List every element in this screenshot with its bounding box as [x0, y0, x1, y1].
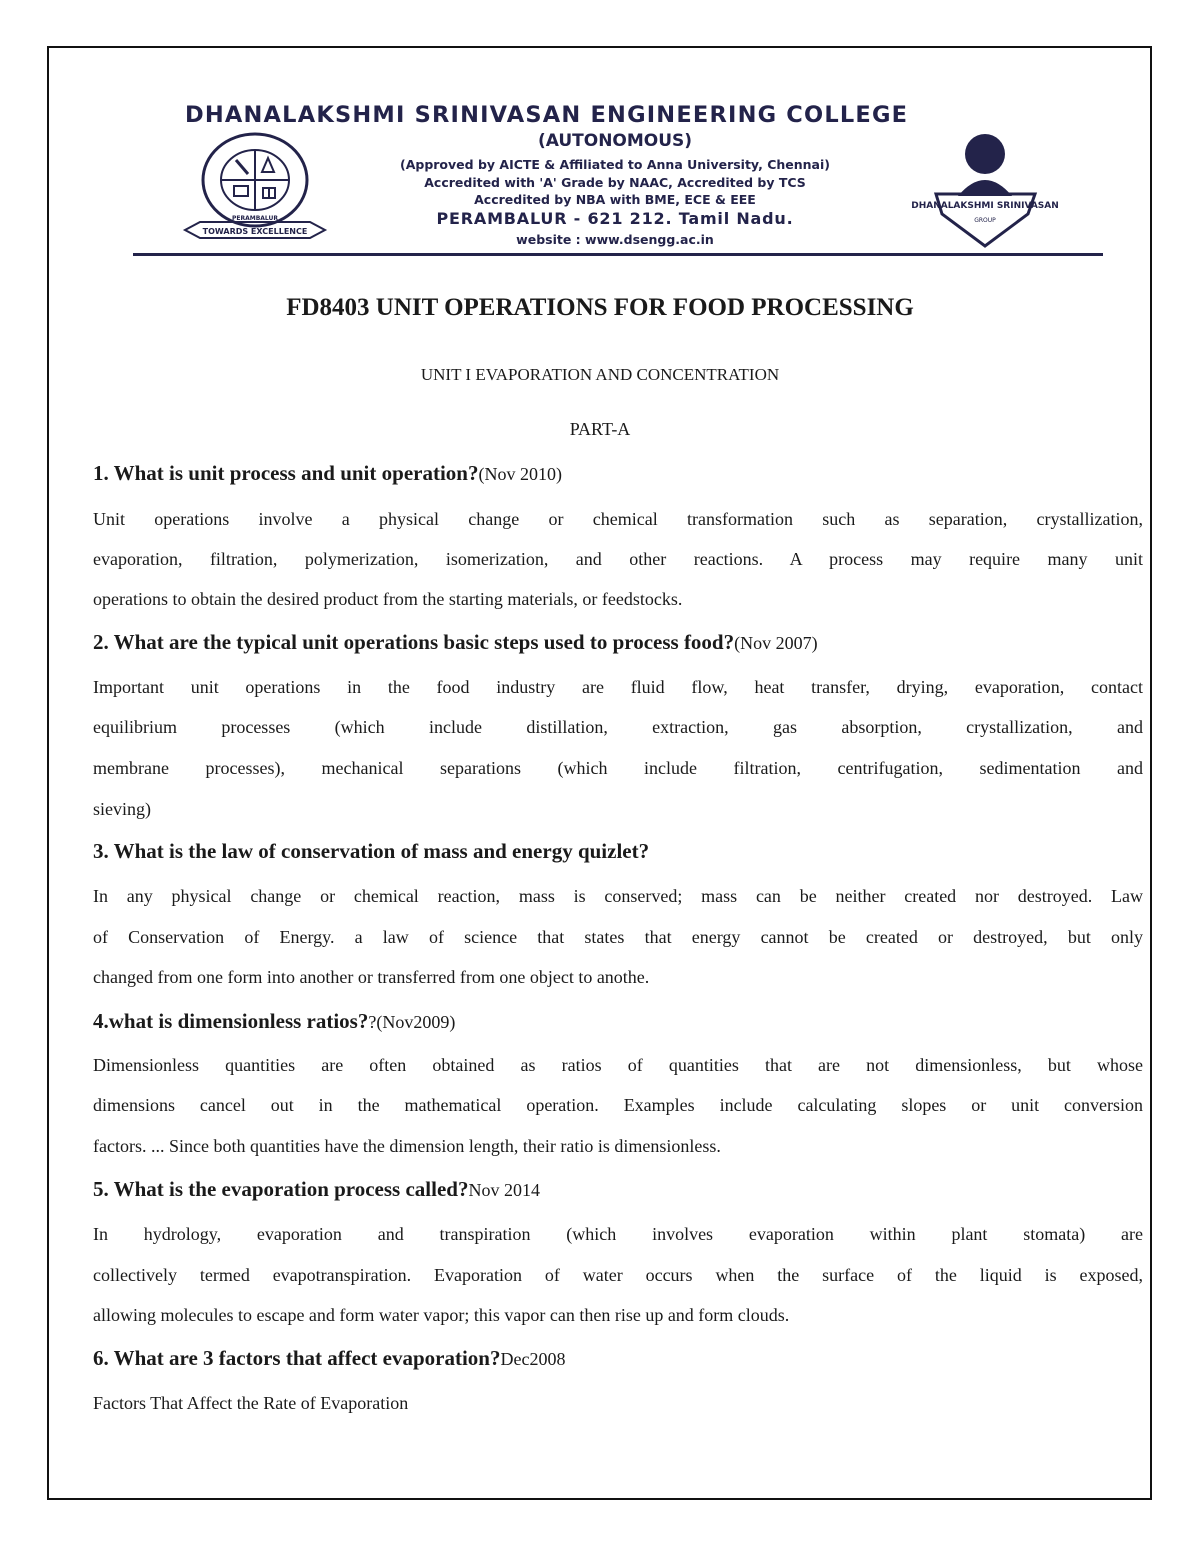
header-divider — [133, 253, 1103, 256]
answer-line: evaporation, filtration, polymerization, isomerization, and other reactions. A process may require many unit — [93, 549, 1143, 569]
document-title: FD8403 UNIT OPERATIONS FOR FOOD PROCESSING — [286, 294, 914, 321]
question-text: 6. What are 3 factors that affect evaporation? — [93, 1346, 501, 1370]
answer-line: Dimensionless quantities are often obtained as ratios of quantities that are not dimensionless, but whose — [93, 1055, 1143, 1075]
question-date: ?(Nov2009) — [368, 1012, 456, 1032]
autonomous-label: (AUTONOMOUS) — [537, 131, 693, 151]
answer-line: allowing molecules to escape and form water vapor; this vapor can then rise up and form clouds. — [93, 1305, 790, 1325]
answer-line: operations to obtain the desired product from the starting materials, or feedstocks. — [93, 589, 683, 609]
college-seal-icon — [180, 130, 330, 250]
unit-heading: UNIT I EVAPORATION AND CONCENTRATION — [420, 365, 780, 384]
college-name: DHANALAKSHMI SRINIVASAN ENGINEERING COLLEGE — [185, 102, 909, 128]
answer-line: collectively termed evapotranspiration. Evaporation of water occurs when the surface of the liquid is exposed, — [93, 1265, 1143, 1285]
svg-text:DHANALAKSHMI SRINIVASAN: DHANALAKSHMI SRINIVASAN — [911, 201, 1059, 211]
college-header — [133, 96, 1103, 256]
question-text: 1. What is unit process and unit operation? — [93, 461, 479, 485]
question-heading — [93, 1009, 455, 1034]
answer-line: Important unit operations in the food industry are fluid flow, heat transfer, drying, evaporation, contact — [93, 677, 1143, 697]
answer-line: factors. ... Since both quantities have the dimension length, their ratio is dimensionless. — [93, 1136, 721, 1156]
svg-text:TOWARDS EXCELLENCE: TOWARDS EXCELLENCE — [202, 227, 308, 236]
answer-line: In any physical change or chemical reaction, mass is conserved; mass can be neither created nor destroyed. Law — [93, 886, 1143, 906]
answer-line: of Conservation of Energy. a law of science that states that energy cannot be created or destroyed, but only — [93, 927, 1143, 947]
question-heading — [93, 1346, 565, 1371]
part-heading: PART-A — [569, 419, 631, 439]
question-text: 5. What is the evaporation process called? — [93, 1177, 469, 1201]
answer-line: membrane processes), mechanical separations (which include filtration, centrifugation, sedimentation and — [93, 758, 1143, 778]
answer-line: equilibrium processes (which include distillation, extraction, gas absorption, crystallization, and — [93, 717, 1143, 737]
question-date: (Nov 2007) — [734, 633, 818, 653]
college-website: website : www.dsengg.ac.in — [516, 232, 714, 247]
answer-line: sieving) — [93, 799, 151, 819]
question-date: Dec2008 — [500, 1349, 566, 1369]
accreditation-line-1: Accredited with 'A' Grade by NAAC, Accredited by TCS — [424, 175, 806, 190]
question-text: 2. What are the typical unit operations basic steps used to process food? — [93, 630, 735, 654]
approval-line: (Approved by AICTE & Affiliated to Anna University, Chennai) — [399, 157, 830, 172]
college-address: PERAMBALUR - 621 212. Tamil Nadu. — [436, 209, 794, 228]
svg-text:PERAMBALUR: PERAMBALUR — [231, 215, 279, 222]
question-date: Nov 2014 — [468, 1180, 540, 1200]
question-heading — [93, 630, 818, 655]
answer-line: In hydrology, evaporation and transpiration (which involves evaporation within plant stomata) are — [93, 1224, 1143, 1244]
question-date: (Nov 2010) — [478, 464, 562, 484]
question-text: 4.what is dimensionless ratios? — [93, 1009, 369, 1033]
svg-text:GROUP: GROUP — [974, 217, 996, 224]
answer-line: Factors That Affect the Rate of Evaporation — [93, 1393, 409, 1413]
founder-badge-icon — [911, 124, 1059, 249]
accreditation-line-2: Accredited by NBA with BME, ECE & EEE — [474, 192, 756, 207]
question-heading — [93, 839, 649, 864]
answer-line: Unit operations involve a physical change or chemical transformation such as separation, crystallization, — [93, 509, 1143, 529]
question-heading — [93, 1177, 540, 1202]
question-heading — [93, 461, 562, 486]
answer-line: changed from one form into another or transferred from one object to anothe. — [93, 967, 650, 987]
answer-line: dimensions cancel out in the mathematical operation. Examples include calculating slopes or unit conversion — [93, 1095, 1143, 1115]
question-text: 3. What is the law of conservation of mass and energy quizlet? — [93, 839, 650, 863]
